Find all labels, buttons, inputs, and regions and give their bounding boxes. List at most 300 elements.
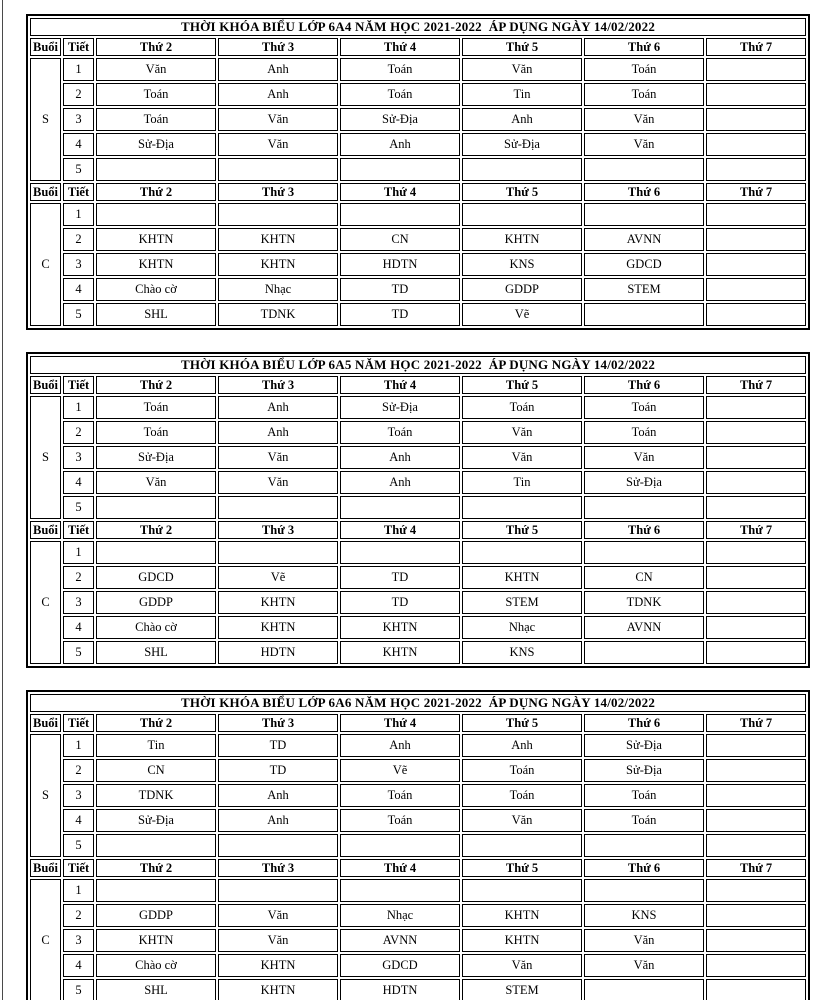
subject-cell <box>706 954 806 977</box>
subject-cell: Toán <box>462 396 582 419</box>
subject-cell <box>218 496 338 519</box>
day-header-cell: Thứ 4 <box>340 38 460 56</box>
table-row <box>30 859 806 877</box>
subject-cell: Văn <box>218 108 338 131</box>
period-cell: 5 <box>63 496 94 519</box>
table-row <box>30 929 806 952</box>
period-cell: 4 <box>63 954 94 977</box>
subject-cell: GDDP <box>96 591 216 614</box>
period-cell: 3 <box>63 253 94 276</box>
subject-cell: KHTN <box>96 253 216 276</box>
table-row <box>30 834 806 857</box>
subject-cell: Vẽ <box>340 759 460 782</box>
subject-cell <box>584 834 704 857</box>
day-header-cell: Thứ 4 <box>340 183 460 201</box>
subject-cell: Anh <box>340 471 460 494</box>
day-header-cell: Thứ 4 <box>340 376 460 394</box>
subject-cell <box>218 879 338 902</box>
period-cell: 2 <box>63 228 94 251</box>
period-cell: 2 <box>63 904 94 927</box>
subject-cell: Vẽ <box>218 566 338 589</box>
day-header-cell: Thứ 3 <box>218 859 338 877</box>
subject-cell: KNS <box>462 641 582 664</box>
period-column-header: Tiết <box>63 714 94 732</box>
period-cell: 3 <box>63 446 94 469</box>
subject-cell: Anh <box>218 784 338 807</box>
subject-cell: Toán <box>340 421 460 444</box>
subject-cell: KHTN <box>340 641 460 664</box>
subject-cell: Văn <box>584 954 704 977</box>
subject-cell: Toán <box>462 759 582 782</box>
subject-cell: Sử-Địa <box>584 759 704 782</box>
session-column-header: Buổi <box>30 183 61 201</box>
period-column-header: Tiết <box>63 376 94 394</box>
timetable-table-6a6 <box>26 690 810 1000</box>
day-header-cell: Thứ 3 <box>218 376 338 394</box>
day-header-cell: Thứ 5 <box>462 376 582 394</box>
day-header-cell: Thứ 5 <box>462 521 582 539</box>
period-cell: 5 <box>63 834 94 857</box>
day-header-cell: Thứ 5 <box>462 183 582 201</box>
subject-cell: Sử-Địa <box>584 734 704 757</box>
period-cell: 3 <box>63 591 94 614</box>
subject-cell: TDNK <box>96 784 216 807</box>
table-row <box>30 641 806 664</box>
subject-cell: KHTN <box>218 954 338 977</box>
table-row <box>30 421 806 444</box>
subject-cell: Toán <box>584 809 704 832</box>
subject-cell: Chào cờ <box>96 954 216 977</box>
period-column-header: Tiết <box>63 38 94 56</box>
subject-cell <box>706 58 806 81</box>
day-header-cell: Thứ 7 <box>706 376 806 394</box>
subject-cell <box>706 759 806 782</box>
subject-cell: KHTN <box>218 253 338 276</box>
subject-cell <box>706 834 806 857</box>
subject-cell: Văn <box>218 446 338 469</box>
subject-cell: Anh <box>218 396 338 419</box>
subject-cell: Văn <box>584 929 704 952</box>
period-column-header: Tiết <box>63 183 94 201</box>
subject-cell: KHTN <box>462 228 582 251</box>
session-label: S <box>30 734 61 857</box>
period-cell: 1 <box>63 58 94 81</box>
subject-cell <box>706 641 806 664</box>
session-label: C <box>30 879 61 1000</box>
subject-cell: KHTN <box>218 591 338 614</box>
subject-cell: Sử-Địa <box>96 446 216 469</box>
subject-cell <box>584 496 704 519</box>
subject-cell: CN <box>584 566 704 589</box>
subject-cell <box>706 496 806 519</box>
subject-cell: TDNK <box>584 591 704 614</box>
subject-cell <box>584 641 704 664</box>
subject-cell: Anh <box>218 421 338 444</box>
subject-cell: HDTN <box>340 253 460 276</box>
subject-cell: STEM <box>462 591 582 614</box>
day-header-cell: Thứ 7 <box>706 183 806 201</box>
subject-cell: Vẽ <box>462 303 582 326</box>
subject-cell <box>706 541 806 564</box>
subject-cell: SHL <box>96 303 216 326</box>
subject-cell <box>584 879 704 902</box>
subject-cell: KHTN <box>218 228 338 251</box>
session-label: C <box>30 541 61 664</box>
day-header-cell: Thứ 7 <box>706 859 806 877</box>
table-title: THỜI KHÓA BIỂU LỚP 6A4 NĂM HỌC 2021-2022 ÁP DỤNG NGÀY 14/02/2022 <box>30 18 806 36</box>
subject-cell <box>706 446 806 469</box>
period-cell: 3 <box>63 929 94 952</box>
subject-cell: Toán <box>584 58 704 81</box>
table-row <box>30 471 806 494</box>
subject-cell: Văn <box>96 58 216 81</box>
subject-cell: Nhạc <box>218 278 338 301</box>
subject-cell <box>706 83 806 106</box>
subject-cell: Anh <box>218 809 338 832</box>
period-column-header: Tiết <box>63 521 94 539</box>
subject-cell: KHTN <box>462 566 582 589</box>
table-row <box>30 979 806 1000</box>
day-header-cell: Thứ 7 <box>706 714 806 732</box>
subject-cell: Sử-Địa <box>584 471 704 494</box>
subject-cell: Chào cờ <box>96 616 216 639</box>
subject-cell <box>706 879 806 902</box>
subject-cell: Sử-Địa <box>340 108 460 131</box>
table-row <box>30 904 806 927</box>
subject-cell: TDNK <box>218 303 338 326</box>
subject-cell <box>706 734 806 757</box>
subject-cell: Văn <box>584 133 704 156</box>
day-header-cell: Thứ 6 <box>584 183 704 201</box>
table-row <box>30 879 806 902</box>
day-header-cell: Thứ 5 <box>462 714 582 732</box>
subject-cell <box>96 834 216 857</box>
subject-cell: Anh <box>462 108 582 131</box>
subject-cell <box>706 591 806 614</box>
day-header-cell: Thứ 2 <box>96 714 216 732</box>
subject-cell: Văn <box>584 108 704 131</box>
subject-cell: KHTN <box>462 904 582 927</box>
subject-cell: Văn <box>218 904 338 927</box>
subject-cell <box>706 158 806 181</box>
day-header-cell: Thứ 5 <box>462 38 582 56</box>
table-row <box>30 396 806 419</box>
subject-cell <box>706 616 806 639</box>
subject-cell: CN <box>96 759 216 782</box>
subject-cell: Nhạc <box>340 904 460 927</box>
subject-cell <box>706 278 806 301</box>
session-column-header: Buổi <box>30 859 61 877</box>
table-row <box>30 694 806 712</box>
subject-cell: Văn <box>462 809 582 832</box>
subject-cell <box>706 396 806 419</box>
period-cell: 5 <box>63 641 94 664</box>
period-cell: 4 <box>63 471 94 494</box>
subject-cell <box>706 471 806 494</box>
subject-cell <box>462 496 582 519</box>
table-row <box>30 809 806 832</box>
session-column-header: Buổi <box>30 714 61 732</box>
subject-cell: Văn <box>218 929 338 952</box>
period-cell: 4 <box>63 278 94 301</box>
subject-cell: AVNN <box>584 616 704 639</box>
subject-cell <box>584 979 704 1000</box>
subject-cell: TD <box>340 591 460 614</box>
subject-cell: TD <box>340 303 460 326</box>
subject-cell <box>340 541 460 564</box>
subject-cell: KHTN <box>218 616 338 639</box>
subject-cell: KHTN <box>96 228 216 251</box>
table-row <box>30 541 806 564</box>
subject-cell: SHL <box>96 979 216 1000</box>
day-header-cell: Thứ 2 <box>96 183 216 201</box>
period-cell: 4 <box>63 809 94 832</box>
day-header-cell: Thứ 4 <box>340 714 460 732</box>
subject-cell <box>462 203 582 226</box>
subject-cell: Anh <box>218 83 338 106</box>
subject-cell: Văn <box>218 133 338 156</box>
subject-cell: Toán <box>584 421 704 444</box>
subject-cell: KHTN <box>340 616 460 639</box>
session-column-header: Buổi <box>30 376 61 394</box>
subject-cell <box>340 203 460 226</box>
subject-cell <box>462 879 582 902</box>
day-header-cell: Thứ 4 <box>340 521 460 539</box>
table-row <box>30 616 806 639</box>
period-cell: 5 <box>63 158 94 181</box>
period-column-header: Tiết <box>63 859 94 877</box>
subject-cell: HDTN <box>340 979 460 1000</box>
subject-cell: Toán <box>96 83 216 106</box>
day-header-cell: Thứ 7 <box>706 521 806 539</box>
subject-cell <box>706 228 806 251</box>
subject-cell <box>706 108 806 131</box>
table-row <box>30 253 806 276</box>
subject-cell: CN <box>340 228 460 251</box>
subject-cell <box>706 303 806 326</box>
subject-cell: AVNN <box>340 929 460 952</box>
subject-cell: Anh <box>340 133 460 156</box>
period-cell: 3 <box>63 784 94 807</box>
day-header-cell: Thứ 2 <box>96 521 216 539</box>
session-column-header: Buổi <box>30 38 61 56</box>
subject-cell: KNS <box>584 904 704 927</box>
subject-cell: Anh <box>340 734 460 757</box>
subject-cell <box>218 158 338 181</box>
subject-cell: GDCD <box>340 954 460 977</box>
subject-cell: STEM <box>584 278 704 301</box>
table-row <box>30 158 806 181</box>
subject-cell: Văn <box>462 446 582 469</box>
period-cell: 1 <box>63 541 94 564</box>
subject-cell: Toán <box>462 784 582 807</box>
table-title: THỜI KHÓA BIỂU LỚP 6A6 NĂM HỌC 2021-2022 ÁP DỤNG NGÀY 14/02/2022 <box>30 694 806 712</box>
subject-cell <box>584 303 704 326</box>
table-row <box>30 566 806 589</box>
table-row <box>30 83 806 106</box>
subject-cell: KHTN <box>462 929 582 952</box>
day-header-cell: Thứ 4 <box>340 859 460 877</box>
subject-cell: Văn <box>96 471 216 494</box>
subject-cell: Toán <box>340 809 460 832</box>
day-header-cell: Thứ 6 <box>584 376 704 394</box>
subject-cell: Văn <box>584 446 704 469</box>
day-header-cell: Thứ 3 <box>218 38 338 56</box>
subject-cell <box>96 203 216 226</box>
subject-cell: Anh <box>340 446 460 469</box>
session-label: C <box>30 203 61 326</box>
subject-cell <box>96 158 216 181</box>
subject-cell: TD <box>218 734 338 757</box>
day-header-cell: Thứ 5 <box>462 859 582 877</box>
subject-cell <box>96 879 216 902</box>
subject-cell: Toán <box>584 784 704 807</box>
subject-cell: KHTN <box>218 979 338 1000</box>
table-row <box>30 591 806 614</box>
session-column-header: Buổi <box>30 521 61 539</box>
table-row <box>30 58 806 81</box>
subject-cell <box>340 879 460 902</box>
subject-cell: AVNN <box>584 228 704 251</box>
subject-cell: Sử-Địa <box>340 396 460 419</box>
subject-cell <box>706 904 806 927</box>
subject-cell <box>706 133 806 156</box>
table-row <box>30 278 806 301</box>
subject-cell: Tin <box>462 471 582 494</box>
subject-cell: Toán <box>340 83 460 106</box>
subject-cell: Toán <box>96 396 216 419</box>
subject-cell: STEM <box>462 979 582 1000</box>
table-row <box>30 108 806 131</box>
table-row <box>30 183 806 201</box>
timetable-table-6a4 <box>26 14 810 330</box>
session-label: S <box>30 58 61 181</box>
day-header-cell: Thứ 6 <box>584 38 704 56</box>
subject-cell: Văn <box>462 421 582 444</box>
period-cell: 3 <box>63 108 94 131</box>
day-header-cell: Thứ 2 <box>96 376 216 394</box>
table-row <box>30 446 806 469</box>
table-row <box>30 376 806 394</box>
subject-cell: TD <box>218 759 338 782</box>
subject-cell <box>706 979 806 1000</box>
subject-cell: Toán <box>340 58 460 81</box>
day-header-cell: Thứ 3 <box>218 521 338 539</box>
subject-cell <box>340 158 460 181</box>
subject-cell: Văn <box>462 954 582 977</box>
subject-cell <box>218 834 338 857</box>
table-row <box>30 714 806 732</box>
period-cell: 1 <box>63 203 94 226</box>
subject-cell <box>706 784 806 807</box>
period-cell: 1 <box>63 879 94 902</box>
table-title: THỜI KHÓA BIỂU LỚP 6A5 NĂM HỌC 2021-2022 ÁP DỤNG NGÀY 14/02/2022 <box>30 356 806 374</box>
period-cell: 4 <box>63 616 94 639</box>
subject-cell <box>706 929 806 952</box>
day-header-cell: Thứ 2 <box>96 859 216 877</box>
subject-cell: GDCD <box>96 566 216 589</box>
table-row <box>30 133 806 156</box>
subject-cell <box>706 809 806 832</box>
subject-cell <box>462 834 582 857</box>
period-cell: 2 <box>63 421 94 444</box>
subject-cell: Toán <box>584 396 704 419</box>
table-row <box>30 356 806 374</box>
subject-cell <box>706 421 806 444</box>
subject-cell <box>706 566 806 589</box>
subject-cell: Toán <box>96 421 216 444</box>
subject-cell: KHTN <box>96 929 216 952</box>
subject-cell <box>96 496 216 519</box>
timetable-table-6a5 <box>26 352 810 668</box>
subject-cell: Chào cờ <box>96 278 216 301</box>
subject-cell: Sử-Địa <box>462 133 582 156</box>
table-row <box>30 734 806 757</box>
subject-cell: GDDP <box>96 904 216 927</box>
day-header-cell: Thứ 6 <box>584 714 704 732</box>
period-cell: 2 <box>63 83 94 106</box>
table-row <box>30 496 806 519</box>
table-row <box>30 303 806 326</box>
table-row <box>30 784 806 807</box>
subject-cell: Sử-Địa <box>96 133 216 156</box>
subject-cell: TD <box>340 278 460 301</box>
table-row <box>30 18 806 36</box>
subject-cell: Nhạc <box>462 616 582 639</box>
table-row <box>30 521 806 539</box>
subject-cell <box>584 158 704 181</box>
subject-cell <box>462 541 582 564</box>
subject-cell: Toán <box>96 108 216 131</box>
day-header-cell: Thứ 6 <box>584 521 704 539</box>
period-cell: 2 <box>63 566 94 589</box>
day-header-cell: Thứ 3 <box>218 714 338 732</box>
subject-cell <box>340 496 460 519</box>
period-cell: 5 <box>63 303 94 326</box>
session-label: S <box>30 396 61 519</box>
subject-cell <box>96 541 216 564</box>
subject-cell: Anh <box>218 58 338 81</box>
subject-cell: GDCD <box>584 253 704 276</box>
table-row <box>30 38 806 56</box>
subject-cell: Văn <box>218 471 338 494</box>
period-cell: 5 <box>63 979 94 1000</box>
subject-cell: SHL <box>96 641 216 664</box>
page-edge-line <box>2 0 3 1000</box>
day-header-cell: Thứ 6 <box>584 859 704 877</box>
period-cell: 1 <box>63 396 94 419</box>
subject-cell: GDDP <box>462 278 582 301</box>
subject-cell: Toán <box>584 83 704 106</box>
subject-cell: Văn <box>462 58 582 81</box>
subject-cell <box>584 203 704 226</box>
subject-cell: Toán <box>340 784 460 807</box>
table-row <box>30 954 806 977</box>
subject-cell <box>706 203 806 226</box>
subject-cell: Anh <box>462 734 582 757</box>
table-row <box>30 228 806 251</box>
subject-cell: HDTN <box>218 641 338 664</box>
day-header-cell: Thứ 3 <box>218 183 338 201</box>
subject-cell <box>218 203 338 226</box>
subject-cell <box>706 253 806 276</box>
subject-cell <box>340 834 460 857</box>
period-cell: 2 <box>63 759 94 782</box>
day-header-cell: Thứ 7 <box>706 38 806 56</box>
subject-cell: Sử-Địa <box>96 809 216 832</box>
subject-cell: TD <box>340 566 460 589</box>
day-header-cell: Thứ 2 <box>96 38 216 56</box>
